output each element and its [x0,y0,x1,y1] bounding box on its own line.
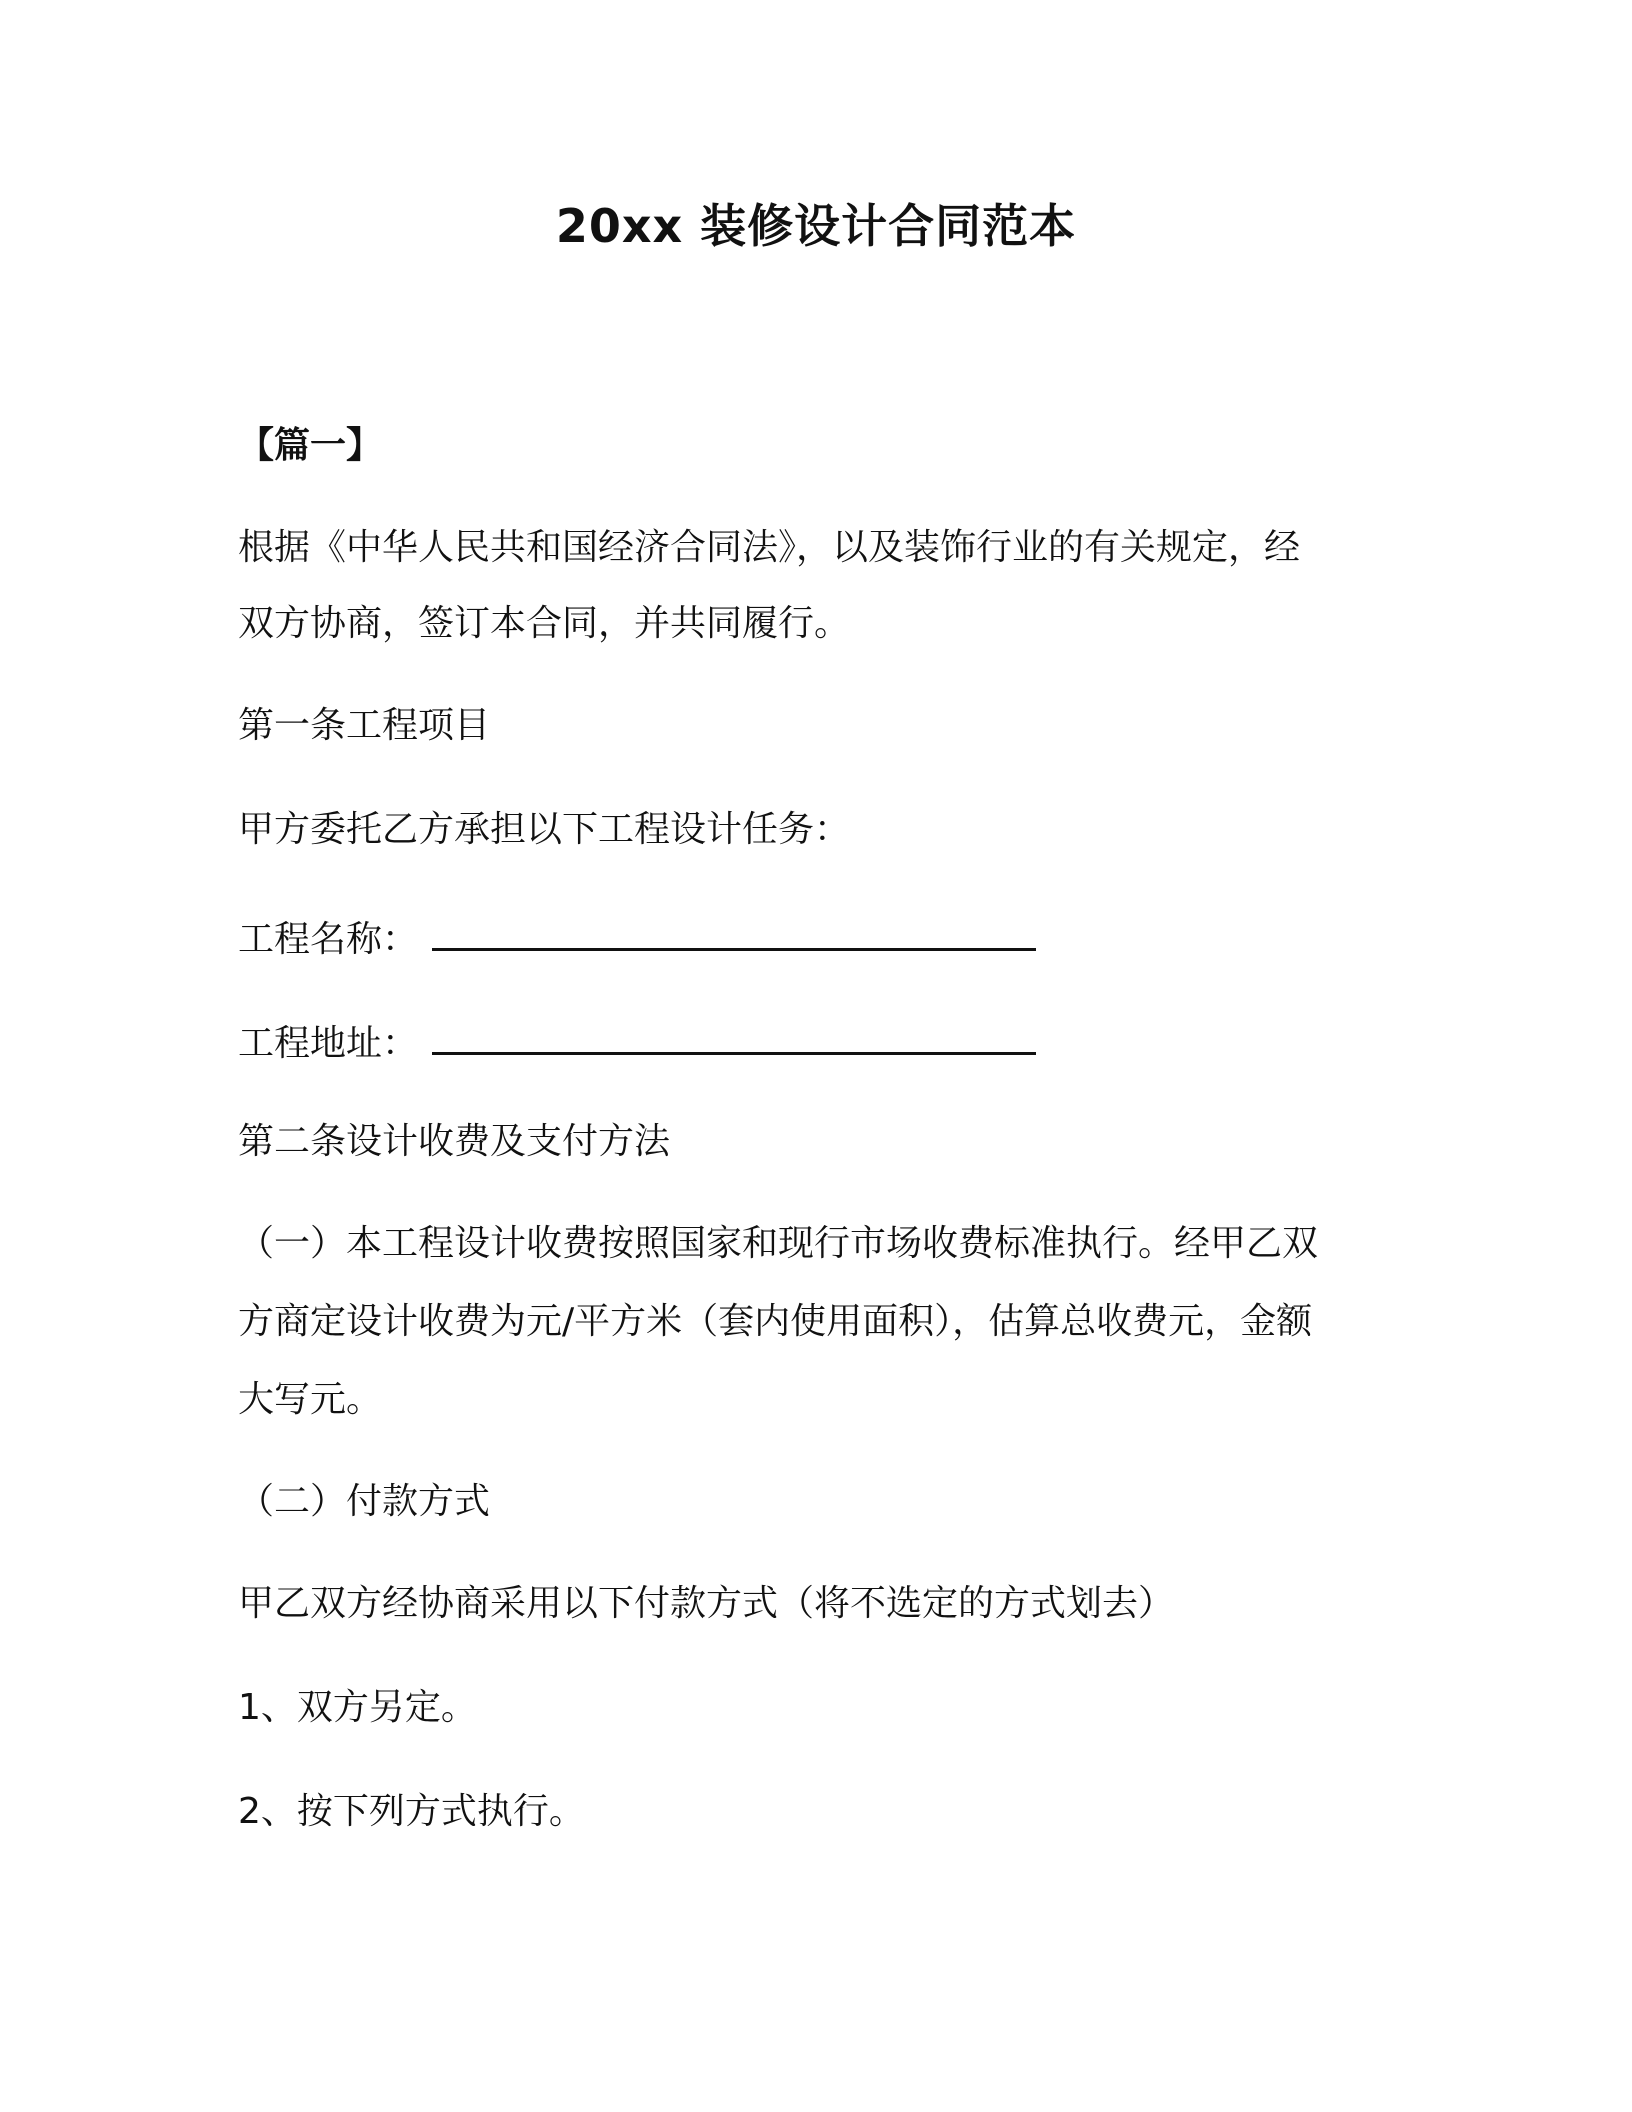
clause1-line-1: （一）本工程设计收费按照国家和现行市场收费标准执行。经甲乙双 [238,1223,1319,1264]
intro-line-1: 根据《中华人民共和国经济合同法》，以及装饰行业的有关规定，经 [238,527,1301,568]
project-name-blank[interactable] [432,918,1036,951]
document-title: 20xx 装修设计合同范本 [555,199,1077,253]
project-name-field [238,914,1398,966]
intro-line-2: 双方协商，签订本合同，并共同履行。 [238,603,851,644]
payment-option-2: 2、按下列方式执行。 [238,1791,585,1832]
clause1-line-2: 方商定设计收费为元/平方米（套内使用面积），估算总收费元，金额 [238,1301,1313,1342]
project-address-blank[interactable] [432,1022,1036,1055]
article2-heading: 第二条设计收费及支付方法 [238,1121,671,1162]
clause1-line-3: 大写元。 [238,1379,383,1420]
payment-option-1: 1、双方另定。 [238,1687,477,1728]
project-address-label: 工程地址： [238,1023,419,1064]
payment-intro: 甲乙双方经协商采用以下付款方式（将不选定的方式划去） [238,1583,1175,1624]
section-label: 【篇一】 [238,425,383,466]
clause2-heading: （二）付款方式 [238,1481,491,1522]
article1-heading: 第一条工程项目 [238,705,491,746]
project-name-label: 工程名称： [238,919,419,960]
article1-text: 甲方委托乙方承担以下工程设计任务： [238,809,851,850]
project-address-field [238,1018,1398,1070]
